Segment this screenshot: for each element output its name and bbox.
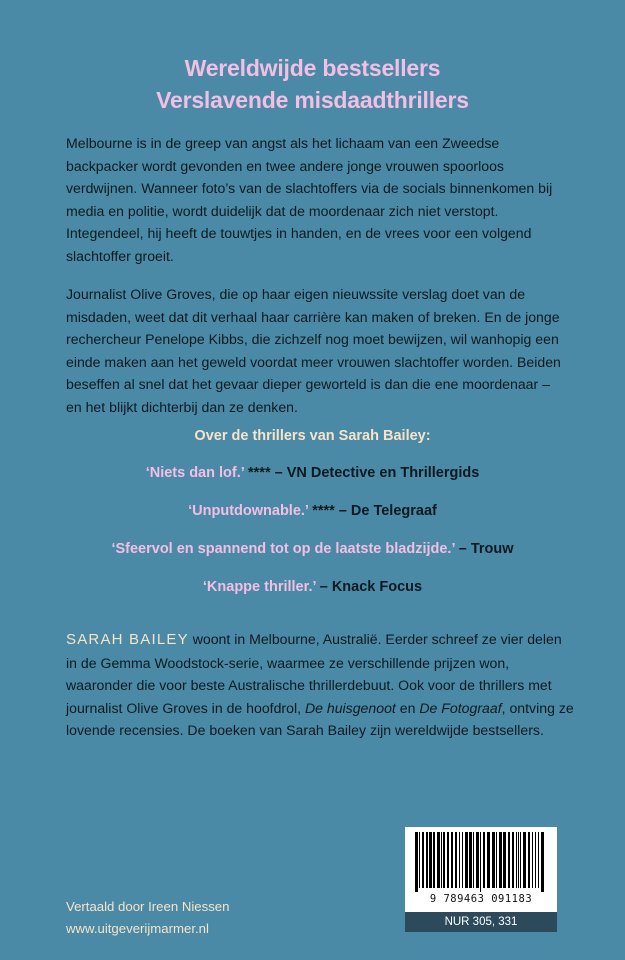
blurb-paragraph-1: Melbourne is in de greep van angst als het lichaam van een Zweedse backpacker wordt gevonden en twee andere jonge vrouwen spoorloos verdwijnen. Wanneer foto’s van de slachtoffers via de socials binnenkomen bij media en politie, wordt duidelijk dat de moordenaar zich niet verstopt. Integendeel, hij heeft de touwtjes in handen, en de vrees voor een volgend slachtoffer groeit.	[66, 135, 553, 264]
barcode-bar	[503, 832, 506, 888]
reviews-section	[0, 428, 625, 615]
barcode-bar	[512, 832, 514, 888]
translator-credit: Vertaald door Ireen Niessen	[66, 899, 230, 914]
reviews-title: Over de thrillers van Sarah Bailey:	[194, 428, 431, 444]
barcode-bar	[433, 832, 435, 888]
barcode-bar	[492, 832, 495, 888]
barcode-bar	[535, 832, 536, 888]
barcode-bar	[480, 832, 481, 892]
barcode-bar	[483, 832, 485, 888]
blurb-paragraph-2: Journalist Olive Groves, die op haar eigen nieuwssite verslag doet van de misdaden, weet dat dit verhaal haar carrière kan maken of breken. En de jonge rechercheur Penelope Kibbs, die zichzelf nog moet bewijzen, wil wanhopig een einde maken aan het geweld voordat meer vrouwen slachtoffer worden. Beiden beseffen al snel dat het gevaar dieper geworteld is dan die ene moordenaar – en het blijkt dichterbij dan ze denken.	[66, 286, 561, 415]
book-title-2: De Fotograaf	[419, 699, 502, 716]
barcode-bar	[451, 832, 453, 888]
review-source: – Knack Focus	[315, 579, 423, 595]
publisher-website[interactable]: www.uitgeverijmarmer.nl	[66, 921, 209, 936]
barcode-bar	[538, 832, 539, 888]
barcode-bar	[462, 832, 463, 888]
barcode-bar	[447, 832, 449, 888]
review-quote	[0, 501, 625, 522]
barcode-bar	[520, 832, 521, 888]
review-quote-text: ‘Sfeervol en spannend tot op de laatste bladzijde.’	[111, 541, 455, 557]
author-bio-text-1: woont in Melbourne, Australië. Eerder schreef ze vier delen in de Gemma Woodstock-serie, waarmee ze verschillende prijzen won, waaronder die voor beste Australische thrillerdebuut. Ook voor de thrillers met journalist Olive Groves in de hoofdrol,	[66, 631, 562, 716]
isbn-number: 9 789463 091183	[429, 893, 533, 905]
headline-line-1: Wereldwijde bestsellers	[184, 55, 441, 81]
review-quote-text: ‘Knappe thriller.’	[202, 579, 316, 595]
barcode-bar	[541, 832, 544, 892]
barcode-bar	[487, 832, 490, 888]
barcode-bar	[422, 832, 424, 888]
barcode-bar	[443, 832, 445, 888]
barcode-bar	[469, 832, 472, 888]
nur-code: NUR 305, 331	[405, 912, 557, 932]
review-quote-text: ‘Unputdownable.’	[188, 503, 309, 519]
credits	[66, 896, 229, 940]
barcode-bar	[528, 832, 530, 888]
author-bio	[66, 628, 576, 742]
review-source: **** – De Telegraaf	[308, 503, 437, 519]
barcode-bar	[523, 832, 526, 888]
review-quote	[0, 463, 625, 484]
barcode-bar	[455, 832, 457, 888]
barcode-bar	[499, 832, 502, 888]
author-bio-text-3: , ontving ze lovende recensies. De boeken van Sarah Bailey zijn wereldwijde bestsellers.	[66, 699, 574, 739]
review-source: – Trouw	[454, 541, 514, 557]
barcode-bar	[532, 832, 533, 888]
author-name: SARAH BAILEY	[66, 631, 189, 648]
barcode-bar	[508, 832, 510, 888]
review-quote	[0, 577, 625, 598]
barcode-bars	[413, 832, 549, 892]
headline-line-2: Verslavende misdaadthrillers	[156, 87, 469, 113]
barcode-bar	[426, 832, 428, 888]
barcode-bar	[476, 832, 479, 888]
author-bio-text-2: en	[395, 699, 420, 716]
barcode-bar	[473, 832, 474, 888]
barcode-bar	[465, 832, 468, 888]
barcode-bar	[429, 832, 432, 888]
barcode-bar	[459, 832, 460, 888]
book-title-1: De huisgenoot	[304, 699, 396, 716]
barcode-bar	[437, 832, 440, 888]
barcode-bar	[419, 832, 420, 888]
barcode-bar	[518, 832, 519, 888]
barcode-bar	[415, 832, 418, 892]
barcode-bar	[496, 832, 497, 888]
barcode-bar	[516, 832, 517, 888]
headline	[0, 52, 625, 116]
review-source: **** – VN Detective en Thrillergids	[243, 465, 480, 481]
barcode-bar	[441, 832, 442, 888]
review-quote	[0, 539, 625, 560]
review-quote-text: ‘Niets dan lof.’	[145, 465, 244, 481]
